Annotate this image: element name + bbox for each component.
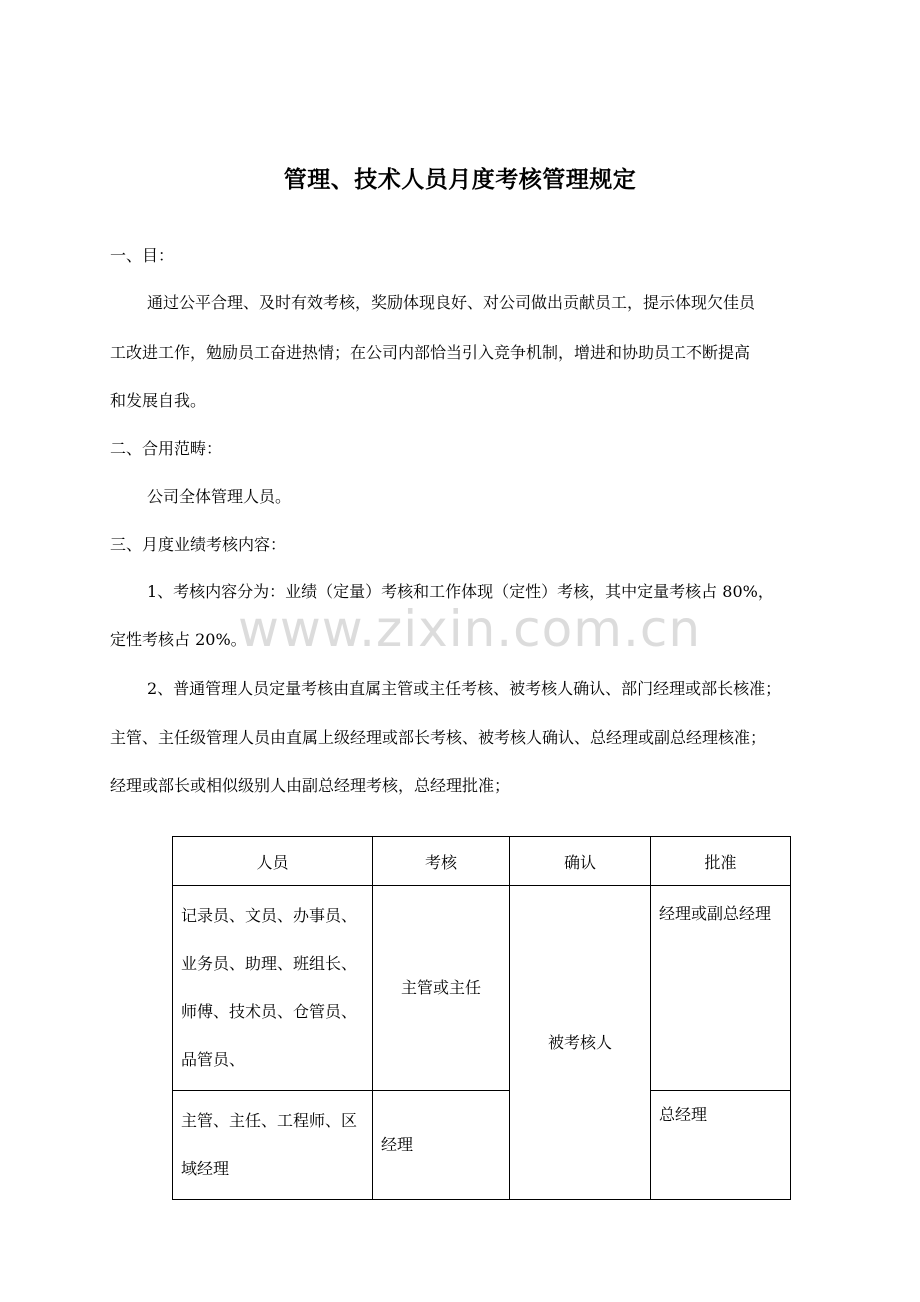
section-2-heading: 二、合用范畴： — [110, 439, 223, 458]
table-cell-assessor — [373, 886, 510, 1091]
table-cell-approve — [651, 886, 791, 1091]
approve-value: 总经理 — [659, 1105, 708, 1124]
section-1-paragraph-line: 和发展自我。 — [110, 391, 207, 410]
assessor-value: 经理 — [381, 1135, 414, 1154]
section-2-paragraph: 公司全体管理人员。 — [147, 487, 292, 506]
section-1-heading: 一、目： — [110, 246, 175, 265]
section-3-heading: 三、月度业绩考核内容： — [110, 535, 287, 554]
section-1-paragraph-line: 工改进工作，勉励员工奋进热情；在公司内部恰当引入竞争机制，增进和协助员工不断提高 — [110, 343, 751, 362]
table-header-cell: 人员 — [173, 837, 373, 886]
table-cell-assessor — [373, 1091, 510, 1200]
table-header-cell: 批准 — [651, 837, 791, 886]
section-3-paragraph-line: 1、考核内容分为：业绩（定量）考核和工作体现（定性）考核，其中定量考核占 80%， — [147, 582, 774, 601]
approve-value: 经理或副总经理 — [659, 904, 772, 923]
table-header-row — [173, 837, 791, 886]
staff-list: 主管、主任、工程师、区域经理 — [181, 1111, 358, 1178]
section-3-paragraph-line: 经理或部长或相似级别人由副总经理考核，总经理批准； — [110, 776, 511, 795]
section-1-paragraph-line: 通过公平合理、及时有效考核，奖励体现良好、对公司做出贡献员工，提示体现欠佳员 — [147, 293, 756, 312]
section-3-paragraph-line: 2、普通管理人员定量考核由直属主管或主任考核、被考核人确认、部门经理或部长核准； — [147, 679, 782, 698]
table-cell-staff — [173, 1091, 373, 1200]
table-row — [173, 886, 791, 1091]
staff-list: 记录员、文员、办事员、业务员、助理、班组长、师傅、技术员、仓管员、品管员、 — [181, 906, 358, 1069]
document-title: 管理、技术人员月度考核管理规定 — [283, 167, 637, 193]
assessor-value: 主管或主任 — [400, 978, 481, 997]
table-cell-staff — [173, 886, 373, 1091]
table-row — [173, 1091, 791, 1200]
section-3-paragraph-line: 定性考核占 20%。 — [110, 630, 247, 649]
assessment-table — [172, 836, 791, 1200]
table-header-cell: 考核 — [373, 837, 510, 886]
table-header-cell: 确认 — [510, 837, 651, 886]
confirm-value: 被考核人 — [547, 1032, 612, 1052]
table-cell-confirm — [510, 886, 651, 1200]
section-3-paragraph-line: 主管、主任级管理人员由直属上级经理或部长考核、被考核人确认、总经理或副总经理核准； — [110, 728, 767, 747]
table-cell-approve — [651, 1091, 791, 1200]
watermark: www.zixin.com.cn — [238, 600, 702, 658]
